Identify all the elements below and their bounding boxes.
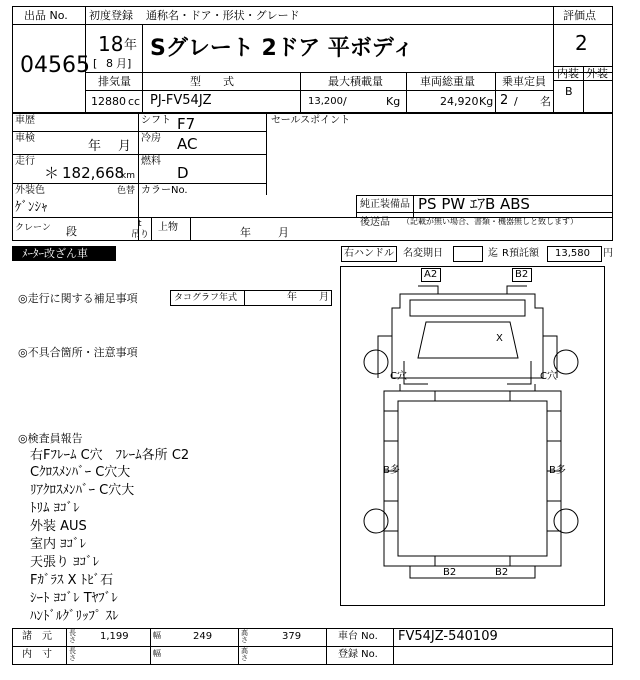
inspector-note: ｼｰﾄ ﾖｺﾞﾚ Tﾔﾌﾞﾚ xyxy=(30,591,118,606)
type-value: PJ-FV54JZ xyxy=(150,93,212,108)
crane-stage: 段 xyxy=(66,225,77,238)
selling-points-label: セールスポイント xyxy=(271,115,351,126)
mark-b-many-right: B多 xyxy=(549,465,566,476)
ac-label: 冷房 xyxy=(141,133,161,144)
truck-diagram xyxy=(340,266,605,606)
inspector-note: 右Fﾌﾚｰﾑ C穴 ﾌﾚｰﾑ各所 C2 xyxy=(30,448,190,463)
yen-label: 円 xyxy=(603,248,613,259)
mark-b2-bottom-right: B2 xyxy=(495,567,509,578)
inner-height-label: 高さ xyxy=(241,647,248,662)
color-label: 外装色 xyxy=(15,185,45,196)
displacement-label: 排気量 xyxy=(98,75,131,88)
dims-label: 諸 元 xyxy=(22,631,52,642)
gross-weight-value: 24,920 xyxy=(440,95,479,108)
reg-year-unit: 年 xyxy=(124,38,138,53)
mileage-value: 182,668 xyxy=(62,164,125,182)
displacement-unit: cc xyxy=(128,95,141,108)
capacity-slash: / xyxy=(514,95,518,108)
inspection-month: 月 xyxy=(118,139,132,154)
tacho-year: 年 xyxy=(287,292,297,303)
upper-month: 月 xyxy=(278,226,289,239)
chassis-label: 車台 No. xyxy=(338,631,378,642)
name-change-box xyxy=(453,246,483,262)
inspector-note: ﾄﾘﾑ ﾖｺﾞﾚ xyxy=(30,501,80,516)
inspector-note: ﾘｱｸﾛｽﾒﾝﾊﾞｰ C穴大 xyxy=(30,483,135,498)
fuel-label: 燃料 xyxy=(141,156,161,167)
lot-number-label: 出品 No. xyxy=(24,9,68,22)
mileage-prefix: ＊ xyxy=(44,164,60,182)
inspection-year: 年 xyxy=(88,139,102,154)
color-change-label: 色替 xyxy=(117,186,136,196)
capacity-value: 2 xyxy=(500,93,509,108)
type-label: 型 式 xyxy=(190,75,234,88)
crane-ton: t xyxy=(138,219,142,229)
color-value: ｹﾞﾝｼｬ xyxy=(15,200,48,215)
inner-width-label: 幅 xyxy=(153,649,161,658)
mileage-label: 走行 xyxy=(15,156,35,167)
grade-value: 2 xyxy=(575,31,588,55)
inspector-note: 天張り ﾖｺﾞﾚ xyxy=(30,555,100,570)
model-name: Sグレート 2ドア 平ボディ xyxy=(150,36,415,61)
reg-month-unit: 月] xyxy=(116,57,132,70)
exterior-grade-label: 外装 xyxy=(586,67,608,80)
mark-b-many-left: B多 xyxy=(383,465,400,476)
aftermarket-note: （記載が無い場合、書類・機器無しと致します） xyxy=(402,217,578,226)
genuine-equipment-value: PS PW ｴｱB ABS xyxy=(418,195,530,213)
max-load-unit: Kg xyxy=(386,95,401,108)
inspection-label: 車検 xyxy=(15,133,35,144)
gross-weight-unit: Kg xyxy=(479,95,494,108)
aftermarket-label: 後送品 xyxy=(360,217,390,228)
shift-value: F7 xyxy=(177,115,196,133)
reg-month-open: [ xyxy=(93,57,98,70)
inner-dims-label: 内 寸 xyxy=(22,649,52,660)
grade-label: 評価点 xyxy=(563,9,596,22)
capacity-label: 乗車定員 xyxy=(502,75,546,88)
max-load-slash: / xyxy=(343,95,347,108)
inspector-note: Fｶﾞﾗｽ X ﾄﾋﾞ石 xyxy=(30,573,114,588)
chassis-number: FV54JZ-540109 xyxy=(398,629,498,644)
genuine-equipment-label: 純正装備品 xyxy=(360,199,410,210)
meter-tampered-text: ﾒｰﾀｰ改ざん車 xyxy=(22,247,88,260)
name-change-label: 名変期日 xyxy=(403,248,443,259)
inspector-heading: ◎検査員報告 xyxy=(18,432,83,445)
upper-label: 上物 xyxy=(158,222,178,233)
length-label: 長さ xyxy=(69,629,76,644)
mark-x: X xyxy=(496,333,503,344)
mark-a2: A2 xyxy=(424,269,438,280)
tacho-month: 月 xyxy=(319,292,329,303)
registration-label: 登録 No. xyxy=(338,649,378,660)
recycle-label: R預託額 xyxy=(502,248,539,259)
height-value: 379 xyxy=(282,631,302,642)
width-label: 幅 xyxy=(153,631,161,640)
gross-weight-label: 車両総重量 xyxy=(420,75,475,88)
mark-b2-top: B2 xyxy=(515,269,529,280)
capacity-unit: 名 xyxy=(540,95,551,108)
defects-heading: ◎不具合箇所・注意事項 xyxy=(18,346,138,359)
inspector-note: 室内 ﾖｺﾞﾚ xyxy=(30,537,87,552)
reg-month: 8 xyxy=(106,57,113,70)
height-label: 高さ xyxy=(241,629,248,644)
length-value: 1,199 xyxy=(100,631,129,642)
crane-label: クレーン xyxy=(15,223,51,233)
inspector-note: ﾊﾝﾄﾞﾙｸﾞﾘｯﾌﾟ ｽﾚ xyxy=(30,609,119,624)
crane-hang: 吊り xyxy=(131,230,150,240)
max-load-value: 13,200 xyxy=(308,96,343,107)
mark-b2-bottom-left: B2 xyxy=(443,567,457,578)
right-hand-label: 右ハンドル xyxy=(344,248,394,259)
first-registration-label: 初度登録 xyxy=(89,9,133,22)
tachograph-label: タコグラフ年式 xyxy=(174,293,238,303)
tax-label: 迄 xyxy=(488,248,498,259)
lot-number: 04565 xyxy=(20,53,90,78)
history-label: 車歴 xyxy=(15,115,35,126)
shift-label: シフト xyxy=(141,115,171,126)
interior-grade-label: 内装 xyxy=(557,67,579,80)
supplement-heading: ◎走行に関する補足事項 xyxy=(18,292,138,305)
interior-grade: B xyxy=(565,85,573,98)
color-no-label: カラーNo. xyxy=(141,185,188,196)
ac-value: AC xyxy=(177,135,198,153)
mark-c-hole-left: C穴 xyxy=(390,371,407,382)
width-value: 249 xyxy=(193,631,213,642)
recycle-value: 13,580 xyxy=(555,248,590,259)
model-label: 通称名・ドア・形状・グレード xyxy=(146,9,300,22)
inner-length-label: 長さ xyxy=(69,647,76,662)
displacement-value: 12880 xyxy=(91,95,126,108)
max-load-label: 最大積載量 xyxy=(328,75,383,88)
reg-year: 18 xyxy=(98,32,124,56)
mileage-unit: km xyxy=(121,171,135,181)
inspector-note: Cｸﾛｽﾒﾝﾊﾞｰ C穴大 xyxy=(30,465,131,480)
inspector-note: 外装 AUS xyxy=(30,519,87,534)
fuel-value: D xyxy=(177,164,189,182)
mark-c-hole-right: C穴 xyxy=(540,371,557,382)
upper-year: 年 xyxy=(240,226,251,239)
